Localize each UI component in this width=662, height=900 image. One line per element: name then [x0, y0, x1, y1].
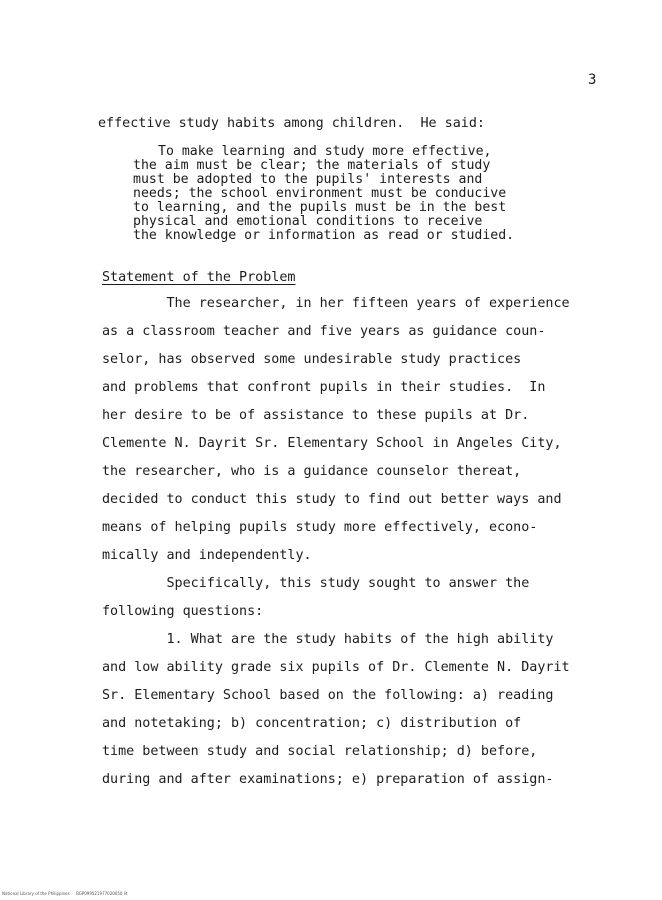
body-line: time between study and social relationship; d) before, [102, 744, 538, 759]
body-line: her desire to be of assistance to these pupils at Dr. [102, 408, 530, 423]
body-line: selor, has observed some undesirable study practices [102, 352, 522, 367]
body-line: Specifically, this study sought to answer the [102, 576, 530, 591]
quote-line: needs; the school environment must be conducive [133, 186, 507, 201]
section-heading: Statement of the Problem [102, 270, 296, 285]
body-line: the researcher, who is a guidance counselor thereat, [102, 464, 522, 479]
page-number: 3 [588, 72, 597, 88]
body-line: mically and independently. [102, 548, 312, 563]
body-line: as a classroom teacher and five years as guidance coun- [102, 324, 546, 339]
body-line: and notetaking; b) concentration; c) distribution of [102, 716, 522, 731]
quote-line: the knowledge or information as read or studied. [133, 228, 515, 243]
intro-line: effective study habits among children. He said: [98, 116, 485, 131]
body-line: decided to conduct this study to find out better ways and [102, 492, 562, 507]
library-footer: National Library of the Philippines BGP099521977020050 lit [2, 891, 128, 896]
body-line: and low ability grade six pupils of Dr. Clemente N. Dayrit [102, 660, 570, 675]
quote-line: the aim must be clear; the materials of study [133, 158, 491, 173]
body-line: means of helping pupils study more effectively, econo- [102, 520, 538, 535]
quote-line: To make learning and study more effective, [158, 144, 492, 159]
body-line: Clemente N. Dayrit Sr. Elementary School in Angeles City, [102, 436, 562, 451]
body-line: following questions: [102, 604, 264, 619]
quote-line: physical and emotional conditions to receive [133, 214, 483, 229]
body-line: The researcher, in her fifteen years of experience [102, 296, 570, 311]
body-line: and problems that confront pupils in their studies. In [102, 380, 546, 395]
body-line: 1. What are the study habits of the high ability [102, 632, 554, 647]
body-line: during and after examinations; e) preparation of assign- [102, 772, 554, 787]
body-line: Sr. Elementary School based on the following: a) reading [102, 688, 554, 703]
quote-line: to learning, and the pupils must be in the best [133, 200, 507, 215]
quote-line: must be adopted to the pupils' interests and [133, 172, 483, 187]
